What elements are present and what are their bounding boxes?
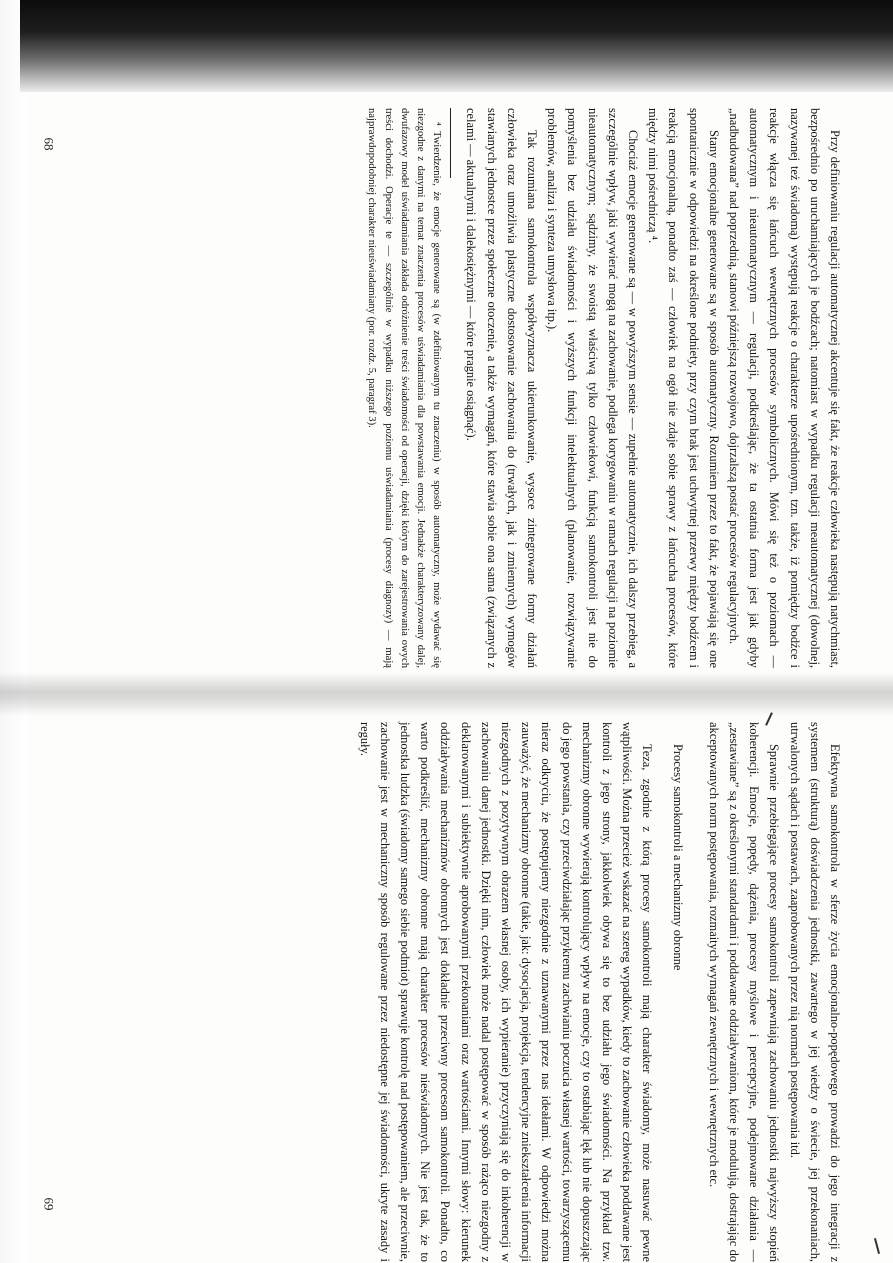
page-number: 69 bbox=[41, 1197, 57, 1211]
page-68 bbox=[85, 108, 845, 668]
paragraph: Chociaż emocje generowane są — w powyższym sensie — zupełnie automatycznie, ich dalszy przebieg, a szczególnie wpływ, jaki wywierać mogą na zachowanie, podlega korygowaniu w ramach regulacji na poziomie nieautomatycznym; sądzimy, że swoistą właściwą tylko człowiekowi, funkcją samokontroli jest nie do pomyślenia bez udziału świadomości i wyższych funkcji intelektualnych (planowanie, rozwiązywanie problemów, analiza i synteza umysłowa itp.). bbox=[545, 108, 640, 668]
book-gutter-shadow bbox=[0, 672, 893, 716]
footnote: ⁴ Twierdzenie, że emocje generowane są (w zdefiniowanym tu znaczeniu) w sposób automatyczny, może wydawać się niezgodne z danymi na temat znaczenia procesów uświadamiania dla powstawania emocji. Jednakże charakteryzowany dalej, dwufazowy model uświadamiania zakłada odróżnienie treści świadomości od operacji, dzięki którym do zarejestrowania owych treści dochodzi. Operacje te — szczególnie w wypadku niższego poziomu uświadamiania (procesy diagnozy) — mają najprawdopodobniej charakter nieuświadamiany (por. rozdz. 5, paragraf 3). bbox=[366, 108, 443, 668]
section-heading: Procesy samokontroli a mechanizmy obronne bbox=[670, 744, 685, 971]
paragraph: Sprawnie przebiegające procesy samokontroli zapewniają zachowaniu jednostki najwyższy stopień koherencji. Emocje, popędy, dążenia, procesy myślowe i percepcyjne, podejmowane działania — „zestawiane” są z określonymi standardami i poddawane oddziaływaniom, które je modulują, dostrajając do akceptowanych norm postępowania, rozmaitych wymagań zewnętrznych i wewnętrznych etc. bbox=[706, 722, 782, 1262]
pen-mark bbox=[874, 1238, 880, 1254]
page-69 bbox=[85, 722, 845, 1262]
paragraph: Tak rozumiana samokontrola współwyznacza ukierunkowanie, wysoce zintegrowane formy działań człowieka oraz umożliwia plastyczne dostosowanie zachowania do (trwałych, jak i zmiennych) wymogów stawianych jednostce przez społeczne otoczenie, a także wymagań, które stawia sobie ona sama (związanych z celami — aktualnymi i dalekosiężnymi — które pragnie osiągnąć). bbox=[464, 108, 539, 668]
page-number: 68 bbox=[41, 137, 57, 151]
paragraph: Przy definiowaniu regulacji automatycznej akcentuje się fakt, że reakcje człowieka następują natychmiast, bezpośrednio po uruchamiających je bodźcach; natomiast w wypadku regulacji meautomatycznej (dowolnej, nazywanej też świadomą) występują reakcje o charakterze upośrednionym, tzn. także, iż pomiędzy bodźce i reakcje włącza się łańcuch wewnętrznych procesów symbolicznych. Mówi się też o poziomach — automatycznym i nieautomatycznym — regulacji, podkreślając, że ta ostatnia forma jest jak gdyby „nadbudowana” nad poprzednią, stanowi późniejszą rozwojowo, dojrzalszą postać procesów regulacyjnych. bbox=[726, 108, 842, 668]
paragraph: Teza, zgodnie z którą procesy samokontroli mają charakter świadomy, może nasuwać pewne wątpliwości. Można przecież wskazać na szereg wypadków, kiedy to zachowanie człowieka poddawane jest kontroli z jego strony, jakkolwiek obywa się to bez udziału jego świadomości. Na przykład tzw. mechanizmy obronne wywierają kontrolujący wpływ na emocje, czy to ostabiając lęk lub nie dopuszczając do jego powstania, czy przeciwdziałając przykremu zachwianiu poczucia własnej wartości, towarzyszącemu nieraz odkryciu, że postępujemy niezgodnie z uznawanymi przez nas ideałami. W odpowiedzi można zauważyć, że mechanizmy obronne (takie, jak: dysocjacja, projekcja, tendencyjne zniekształcenia informacji niezgodnych z pozytywnym obrazem własnej osoby, ich wypieranie) przyczyniają się do inkoherencji w zachowaniu danej jednostki. Dzięki nim, człowiek może nadal postępować w sposób rażąco niezgodny z deklarowanymi i subiektywnie aprobowanymi przekonaniami oraz wartościami. Innymi słowy: kierunek oddziaływania mechanizmów obronnych jest dokładnie przeciwny procesom samokontroli. Ponadto, co warto podkreślić, mechanizmy obronne mają charakter procesów nieświadomych. Nie jest tak, że to jednostka ludzka (świadomy samego siebie podmiot) sprawuje kontrolę nad postępowaniem, ale przeciwnie, zachowanie jest w mechaniczny sposób regulowane przez niedostępne jej świadomości, ukryte zasady i reguły. bbox=[357, 722, 655, 1262]
footnote-divider bbox=[450, 108, 451, 178]
book-binding-shadow bbox=[20, 0, 893, 92]
page-edge-shadow-left bbox=[0, 0, 28, 1263]
paragraph: Efektywna samokontrola w sferze życia emocjonalno-popędowego prowadzi do jego integracji z systemem (strukturą) doświadczenia jednostki, zawartego w jej wiedzy o świecie, jej przekonaniach, utrwalonych sądach i postawach, zaaprobowanych przez nią normach postępowania itd. bbox=[787, 722, 842, 1262]
paragraph: Stany emocjonalne generowane są w sposób automatyczny. Rozumiem przez to fakt, że pojawiają się one spontanicznie w odpowiedzi na określone podniety, przy czym brak jest uchwytnej przerwy między bodźcem i reakcją emocjonalną, ponadto zaś — człowiek na ogół nie zdaje sobie sprawy z łańcucha procesów, które między nimi pośredniczą ⁴. bbox=[646, 108, 721, 668]
